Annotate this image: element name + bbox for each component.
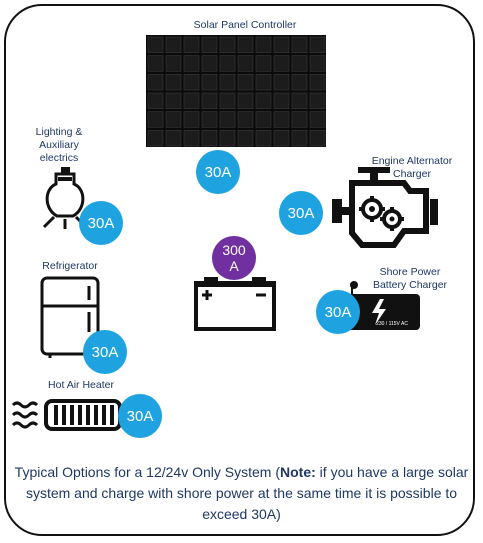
- footer-caption: Typical Options for a 12/24v Only System (Note: if you have a large solar system and charge with shore power at the same time it is possible to exceed 30A): [14, 464, 469, 522]
- solar-amps-badge: 30A: [196, 150, 240, 194]
- engine-amps-badge: 30A: [279, 191, 323, 235]
- fridge-label: Refrigerator: [42, 260, 98, 272]
- lighting-label: Lighting & Auxiliary electrics: [35, 126, 83, 164]
- heater-label: Hot Air Heater: [48, 379, 114, 391]
- shore-voltage-text: 230 / 115V AC: [376, 321, 408, 327]
- shore-label: Shore Power Battery Charger: [372, 266, 448, 291]
- battery-icon: [194, 277, 276, 331]
- solar-label: Solar Panel Controller: [193, 19, 297, 31]
- note-label: Note:: [280, 464, 316, 480]
- engine-icon: [332, 167, 440, 249]
- shore-amps-badge: 30A: [316, 290, 360, 334]
- heater-icon: [12, 397, 120, 435]
- lighting-amps-badge: 30A: [79, 201, 123, 245]
- solar-panel-icon: [146, 35, 326, 147]
- battery-amps-badge: 300 A: [212, 236, 256, 280]
- heater-amps-badge: 30A: [118, 394, 162, 438]
- fridge-amps-badge: 30A: [83, 330, 127, 374]
- engine-label: Engine Alternator Charger: [371, 155, 453, 180]
